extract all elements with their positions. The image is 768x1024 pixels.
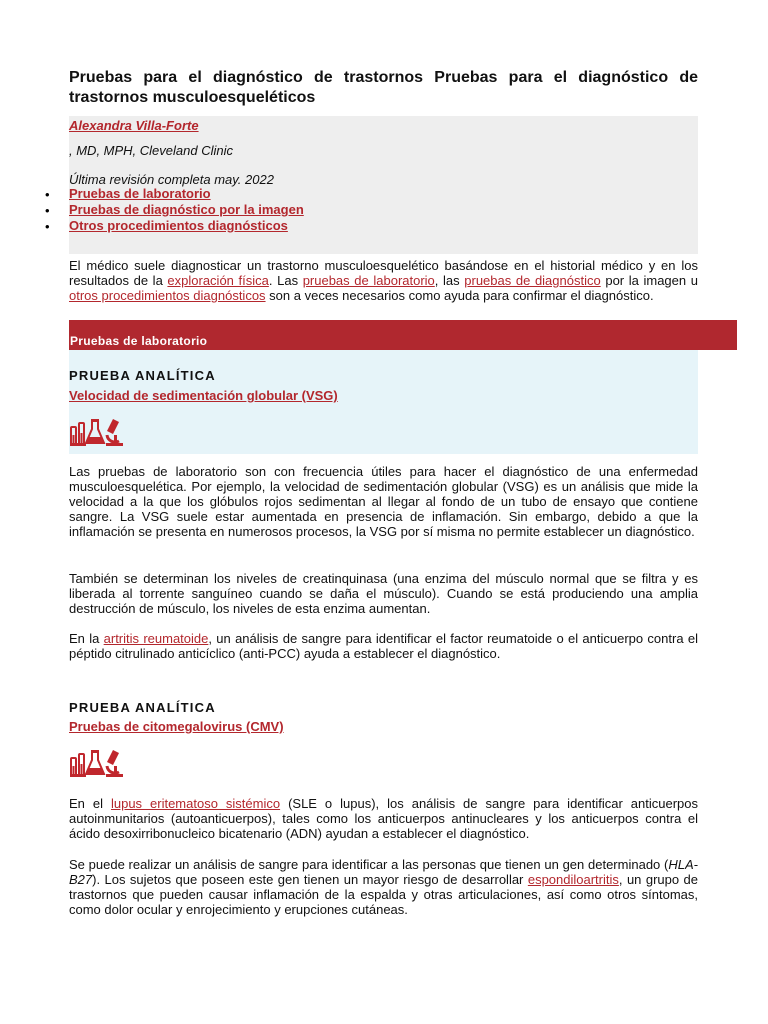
link-espondiloartritis[interactable]: espondiloartritis (527, 872, 619, 887)
page-title: Pruebas para el diagnóstico de trastornos Pruebas para el diagnóstico de trastornos musculoesqueléticos (69, 69, 698, 106)
section-header-title: Pruebas de laboratorio (70, 334, 208, 348)
author-credentials: , MD, MPH, Cleveland Clinic (69, 143, 233, 158)
lab-test-icon (69, 415, 125, 447)
toc-link-imagen[interactable]: Pruebas de diagnóstico por la imagen (69, 202, 304, 217)
paragraph: Las pruebas de laboratorio son con frecuencia útiles para hacer el diagnóstico de una enfermedad musculoesquelética. Por ejemplo, la velocidad de sedimentación globular (VSG) es un análisis que mide la velocidad a la que los glóbulos rojos sedimentan al llegar al fondo de un tubo de ensayo que contiene sangre. La VSG suele estar aumentada en presencia de inflamación. Sin embargo, debido a que la inflamación se presenta en numerosos procesos, la VSG por sí misma no permite establecer un diagnóstico. (69, 464, 698, 539)
toc-link-laboratorio[interactable]: Pruebas de laboratorio (69, 186, 211, 201)
paragraph-text: , un análisis de sangre para identificar el factor reumatoide o el anticuerpo contra el péptido citrulinado anticíclico (anti-PCC) ayuda a establecer el diagnóstico. (69, 631, 698, 661)
link-artritis-reumatoide[interactable]: artritis reumatoide (103, 631, 209, 646)
author-link[interactable]: Alexandra Villa-Forte (69, 118, 199, 133)
paragraph-text: ). Los sujetos que poseen este gen tienen un mayor riesgo de desarrollar (92, 872, 528, 887)
link-otros-procedimientos[interactable]: otros procedimientos diagnósticos (69, 288, 266, 303)
bullet-icon: • (45, 219, 50, 234)
paragraph (69, 796, 698, 841)
intro-text: El médico suele diagnosticar un trastorno musculoesquelético basándose en el historial médico y en los resultados de la (69, 258, 698, 288)
intro-text: . Las (268, 273, 303, 288)
link-lupus[interactable]: lupus eritematoso sistémico (110, 796, 281, 811)
toc-link-otros[interactable]: Otros procedimientos diagnósticos (69, 218, 288, 233)
intro-text: por la imagen u (600, 273, 698, 288)
link-pruebas-laboratorio[interactable]: pruebas de laboratorio (302, 273, 435, 288)
paragraph (69, 631, 698, 661)
test-kicker: PRUEBA ANALÍTICA (69, 368, 216, 383)
section-header-bar (69, 320, 737, 350)
paragraph-text: En el (69, 796, 111, 811)
link-exploracion-fisica[interactable]: exploración física (167, 273, 269, 288)
paragraph-text: En la (69, 631, 104, 646)
link-pruebas-diagnostico[interactable]: pruebas de diagnóstico (464, 273, 601, 288)
test-link-vsg[interactable]: Velocidad de sedimentación globular (VSG) (69, 388, 338, 403)
intro-paragraph (69, 258, 698, 303)
paragraph-text: , un grupo de trastornos que pueden causar inflamación de la espalda y otras articulaciones, así como otros síntomas, como dolor ocular y enrojecimiento y erupciones cutáneas. (69, 872, 698, 917)
test-kicker: PRUEBA ANALÍTICA (69, 700, 216, 715)
test-link-cmv[interactable]: Pruebas de citomegalovirus (CMV) (69, 719, 284, 734)
paragraph-text: Se puede realizar un análisis de sangre para identificar a las personas que tienen un gen determinado ( (69, 857, 669, 872)
bullet-icon: • (45, 203, 50, 218)
paragraph-text: (SLE o lupus), los análisis de sangre para identificar anticuerpos autoinmunitarios (autoanticuerpos), tales como los anticuerpos antinucleares y los anticuerpos contra el ácido desoxirribonucleico bicatenario (ADN) ayudan a establecer el diagnóstico. (69, 796, 698, 841)
intro-text: son a veces necesarios como ayuda para confirmar el diagnóstico. (265, 288, 654, 303)
paragraph (69, 857, 698, 917)
revision-date: Última revisión completa may. 2022 (69, 172, 274, 187)
lab-test-icon (69, 746, 125, 778)
intro-text: , las (434, 273, 465, 288)
paragraph: También se determinan los niveles de creatinquinasa (una enzima del músculo normal que se filtra y es liberada al torrente sanguíneo cuando se daña el músculo). Cuando se está produciendo una amplia destrucción de músculo, los niveles de esta enzima aumentan. (69, 571, 698, 616)
bullet-icon: • (45, 187, 50, 202)
gene-name: HLA-B27 (69, 857, 698, 887)
